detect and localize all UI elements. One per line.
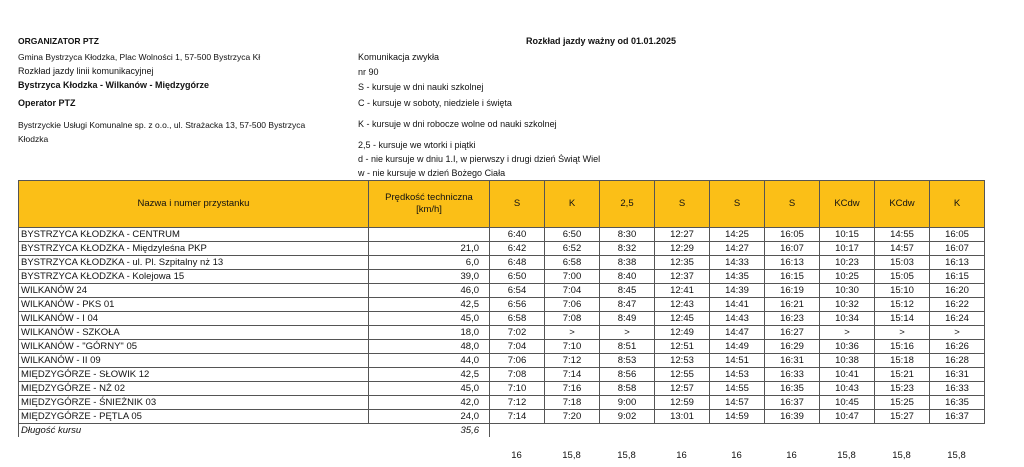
departure-time-cell: 16:15 bbox=[930, 270, 985, 284]
empty-cell bbox=[875, 424, 930, 438]
departure-time-cell: 14:33 bbox=[710, 256, 765, 270]
table-row bbox=[19, 242, 985, 256]
departure-time-cell: 14:47 bbox=[710, 326, 765, 340]
line-schedule-title: Rozkład jazdy linii komunikacyjnej bbox=[18, 66, 154, 76]
departure-time-cell: 14:27 bbox=[710, 242, 765, 256]
departure-time-cell: 15:10 bbox=[875, 284, 930, 298]
departure-time-cell: 10:41 bbox=[820, 368, 875, 382]
line-number: nr 90 bbox=[358, 67, 379, 77]
departure-time-cell: 16:35 bbox=[765, 382, 820, 396]
empty-cell bbox=[545, 424, 600, 438]
column-header-stop: Nazwa i numer przystanku bbox=[19, 181, 369, 228]
table-row bbox=[19, 396, 985, 410]
column-header-course: S bbox=[765, 181, 820, 228]
departure-time-cell: 15:21 bbox=[875, 368, 930, 382]
departure-time-cell: 8:49 bbox=[600, 312, 655, 326]
departure-time-cell: 16:19 bbox=[765, 284, 820, 298]
departure-time-cell: 16:07 bbox=[765, 242, 820, 256]
speed-cell: 48,0 bbox=[369, 340, 490, 354]
table-row bbox=[19, 354, 985, 368]
departure-time-cell: 12:59 bbox=[655, 396, 710, 410]
departure-time-cell: 16:37 bbox=[765, 396, 820, 410]
operator-name-line-1: Bystrzyckie Usługi Komunalne sp. z o.o., ul. Strażacka 13, 57-500 Bystrzyca bbox=[18, 120, 306, 130]
operator-name-line-2: Kłodzka bbox=[18, 134, 49, 144]
departure-time-cell: 14:25 bbox=[710, 228, 765, 242]
departure-time-cell: 16:07 bbox=[930, 242, 985, 256]
departure-time-cell: 7:08 bbox=[545, 312, 600, 326]
departure-time-cell: > bbox=[545, 326, 600, 340]
departure-time-cell: 7:06 bbox=[545, 298, 600, 312]
empty-cell bbox=[600, 424, 655, 438]
departure-time-cell: 6:50 bbox=[490, 270, 545, 284]
departure-time-cell: 12:37 bbox=[655, 270, 710, 284]
departure-time-cell: 16:22 bbox=[930, 298, 985, 312]
departure-time-cell: 10:47 bbox=[820, 410, 875, 424]
departure-time-cell: 10:25 bbox=[820, 270, 875, 284]
departure-time-cell: 10:23 bbox=[820, 256, 875, 270]
departure-time-cell: 16:33 bbox=[930, 382, 985, 396]
table-header-row bbox=[19, 181, 985, 228]
departure-time-cell: 14:51 bbox=[710, 354, 765, 368]
departure-time-cell: 12:49 bbox=[655, 326, 710, 340]
departure-time-cell: 14:43 bbox=[710, 312, 765, 326]
departure-time-cell: 14:41 bbox=[710, 298, 765, 312]
column-header-course: S bbox=[710, 181, 765, 228]
stop-name-cell: MIĘDZYGÓRZE - ŚNIEŻNIK 03 bbox=[19, 396, 369, 410]
departure-time-cell: 16:23 bbox=[765, 312, 820, 326]
departure-time-cell: 12:45 bbox=[655, 312, 710, 326]
column-header-course: 2,5 bbox=[600, 181, 655, 228]
course-length-total: 16 bbox=[731, 450, 742, 461]
stop-name-cell: MIĘDZYGÓRZE - PĘTLA 05 bbox=[19, 410, 369, 424]
departure-time-cell: 7:14 bbox=[490, 410, 545, 424]
departure-time-cell: 7:18 bbox=[545, 396, 600, 410]
speed-cell: 42,0 bbox=[369, 396, 490, 410]
legend-item: d - nie kursuje w dniu 1.I, w pierwszy i drugi dzień Świąt Wiel bbox=[358, 154, 601, 164]
speed-cell: 24,0 bbox=[369, 410, 490, 424]
speed-cell: 42,5 bbox=[369, 368, 490, 382]
departure-time-cell: 16:13 bbox=[930, 256, 985, 270]
departure-time-cell: 15:18 bbox=[875, 354, 930, 368]
departure-time-cell: 6:50 bbox=[545, 228, 600, 242]
empty-cell bbox=[490, 424, 545, 438]
table-row bbox=[19, 312, 985, 326]
departure-time-cell: 7:10 bbox=[490, 382, 545, 396]
departure-time-cell: 14:59 bbox=[710, 410, 765, 424]
departure-time-cell: 16:31 bbox=[765, 354, 820, 368]
stop-name-cell: WILKANÓW - "GÓRNY" 05 bbox=[19, 340, 369, 354]
departure-time-cell: 16:29 bbox=[765, 340, 820, 354]
stop-name-cell: WILKANÓW - I 04 bbox=[19, 312, 369, 326]
departure-time-cell: 7:02 bbox=[490, 326, 545, 340]
departure-time-cell: 7:04 bbox=[545, 284, 600, 298]
departure-time-cell: 7:14 bbox=[545, 368, 600, 382]
departure-time-cell: 14:55 bbox=[710, 382, 765, 396]
course-length-total: 15,8 bbox=[562, 450, 581, 461]
table-row bbox=[19, 256, 985, 270]
empty-cell bbox=[655, 424, 710, 438]
departure-time-cell: 14:57 bbox=[875, 242, 930, 256]
stop-name-cell: BYSTRZYCA KŁODZKA - CENTRUM bbox=[19, 228, 369, 242]
stop-name-cell: MIĘDZYGÓRZE - SŁOWIK 12 bbox=[19, 368, 369, 382]
legend-item: 2,5 - kursuje we wtorki i piątki bbox=[358, 140, 476, 150]
departure-time-cell: 6:56 bbox=[490, 298, 545, 312]
speed-cell bbox=[369, 228, 490, 242]
departure-time-cell: 12:41 bbox=[655, 284, 710, 298]
stop-name-cell: WILKANÓW - PKS 01 bbox=[19, 298, 369, 312]
departure-time-cell: 9:00 bbox=[600, 396, 655, 410]
departure-time-cell: 7:10 bbox=[545, 340, 600, 354]
column-header-course: KCdw bbox=[875, 181, 930, 228]
departure-time-cell: 7:06 bbox=[490, 354, 545, 368]
departure-time-cell: 7:08 bbox=[490, 368, 545, 382]
table-row bbox=[19, 340, 985, 354]
departure-time-cell: 15:25 bbox=[875, 396, 930, 410]
stop-name-cell: WILKANÓW - II 09 bbox=[19, 354, 369, 368]
departure-time-cell: 8:30 bbox=[600, 228, 655, 242]
departure-time-cell: 16:20 bbox=[930, 284, 985, 298]
departure-time-cell: 10:43 bbox=[820, 382, 875, 396]
stop-name-cell: MIĘDZYGÓRZE - NŻ 02 bbox=[19, 382, 369, 396]
departure-time-cell: 16:13 bbox=[765, 256, 820, 270]
departure-time-cell: 12:55 bbox=[655, 368, 710, 382]
departure-time-cell: 15:12 bbox=[875, 298, 930, 312]
departure-time-cell: 10:32 bbox=[820, 298, 875, 312]
departure-time-cell: 13:01 bbox=[655, 410, 710, 424]
course-length-total: 16 bbox=[676, 450, 687, 461]
departure-time-cell: 14:39 bbox=[710, 284, 765, 298]
departure-time-cell: 6:54 bbox=[490, 284, 545, 298]
departure-time-cell: 7:20 bbox=[545, 410, 600, 424]
departure-time-cell: 15:05 bbox=[875, 270, 930, 284]
communication-type: Komunikacja zwykła bbox=[358, 52, 440, 62]
departure-time-cell: 15:27 bbox=[875, 410, 930, 424]
departure-time-cell: 8:45 bbox=[600, 284, 655, 298]
departure-time-cell: 12:57 bbox=[655, 382, 710, 396]
departure-time-cell: 10:45 bbox=[820, 396, 875, 410]
legend-item: C - kursuje w soboty, niedziele i święta bbox=[358, 98, 512, 108]
departure-time-cell: 7:16 bbox=[545, 382, 600, 396]
departure-time-cell: 10:30 bbox=[820, 284, 875, 298]
departure-time-cell: 8:32 bbox=[600, 242, 655, 256]
course-length-total: 15,8 bbox=[892, 450, 911, 461]
legend-item: S - kursuje w dni nauki szkolnej bbox=[358, 82, 484, 92]
departure-time-cell: 6:52 bbox=[545, 242, 600, 256]
departure-time-cell: 12:29 bbox=[655, 242, 710, 256]
speed-cell: 18,0 bbox=[369, 326, 490, 340]
organizer-address: Gmina Bystrzyca Kłodzka, Plac Wolności 1, 57-500 Bystrzyca Kł bbox=[18, 52, 261, 62]
course-length-row bbox=[19, 424, 985, 438]
validity-date: Rozkład jazdy ważny od 01.01.2025 bbox=[526, 36, 677, 46]
course-length-total: 16 bbox=[511, 450, 522, 461]
departure-time-cell: 6:42 bbox=[490, 242, 545, 256]
departure-time-cell: 16:05 bbox=[765, 228, 820, 242]
stop-name-cell: BYSTRZYCA KŁODZKA - Kolejowa 15 bbox=[19, 270, 369, 284]
departure-time-cell: 12:35 bbox=[655, 256, 710, 270]
departure-time-cell: 14:55 bbox=[875, 228, 930, 242]
departure-time-cell: 15:14 bbox=[875, 312, 930, 326]
departure-time-cell: 14:57 bbox=[710, 396, 765, 410]
departure-time-cell: 16:39 bbox=[765, 410, 820, 424]
departure-time-cell: 16:28 bbox=[930, 354, 985, 368]
column-header-course: KCdw bbox=[820, 181, 875, 228]
departure-time-cell: 14:53 bbox=[710, 368, 765, 382]
departure-time-cell: 16:37 bbox=[930, 410, 985, 424]
stop-name-cell: WILKANÓW 24 bbox=[19, 284, 369, 298]
departure-time-cell: 16:35 bbox=[930, 396, 985, 410]
departure-time-cell: 16:26 bbox=[930, 340, 985, 354]
empty-cell bbox=[710, 424, 765, 438]
organizer-title: ORGANIZATOR PTZ bbox=[18, 36, 99, 46]
departure-time-cell: 12:27 bbox=[655, 228, 710, 242]
departure-time-cell: 12:43 bbox=[655, 298, 710, 312]
departure-time-cell: 7:12 bbox=[545, 354, 600, 368]
departure-time-cell: 9:02 bbox=[600, 410, 655, 424]
empty-cell bbox=[820, 424, 875, 438]
empty-cell bbox=[765, 424, 820, 438]
departure-time-cell: 12:53 bbox=[655, 354, 710, 368]
stop-name-cell: BYSTRZYCA KŁODZKA - ul. Pl. Szpitalny nż 13 bbox=[19, 256, 369, 270]
departure-time-cell: > bbox=[600, 326, 655, 340]
table-row bbox=[19, 270, 985, 284]
departure-time-cell: 14:35 bbox=[710, 270, 765, 284]
legend-item: w - nie kursuje w dzień Bożego Ciała bbox=[358, 168, 506, 178]
speed-cell: 21,0 bbox=[369, 242, 490, 256]
empty-cell bbox=[930, 424, 985, 438]
departure-time-cell: 16:15 bbox=[765, 270, 820, 284]
table-row bbox=[19, 228, 985, 242]
departure-time-cell: 6:48 bbox=[490, 256, 545, 270]
departure-time-cell: 12:51 bbox=[655, 340, 710, 354]
departure-time-cell: 16:24 bbox=[930, 312, 985, 326]
column-header-course: K bbox=[930, 181, 985, 228]
course-length-total: 16 bbox=[786, 450, 797, 461]
course-length-total: 15,8 bbox=[617, 450, 636, 461]
departure-time-cell: 15:16 bbox=[875, 340, 930, 354]
route-name: Bystrzyca Kłodzka - Wilkanów - Międzygórze bbox=[18, 80, 209, 90]
departure-time-cell: 14:49 bbox=[710, 340, 765, 354]
operator-title: Operator PTZ bbox=[18, 98, 76, 108]
speed-cell: 6,0 bbox=[369, 256, 490, 270]
course-length-value: 35,6 bbox=[369, 424, 490, 438]
speed-cell: 46,0 bbox=[369, 284, 490, 298]
speed-cell: 42,5 bbox=[369, 298, 490, 312]
departure-time-cell: 8:53 bbox=[600, 354, 655, 368]
departure-time-cell: > bbox=[820, 326, 875, 340]
departure-time-cell: 8:51 bbox=[600, 340, 655, 354]
course-length-total: 15,8 bbox=[837, 450, 856, 461]
departure-time-cell: 10:15 bbox=[820, 228, 875, 242]
departure-time-cell: 7:12 bbox=[490, 396, 545, 410]
departure-time-cell: 8:58 bbox=[600, 382, 655, 396]
table-row bbox=[19, 410, 985, 424]
departure-time-cell: 10:36 bbox=[820, 340, 875, 354]
departure-time-cell: 10:38 bbox=[820, 354, 875, 368]
timetable bbox=[18, 180, 985, 437]
departure-time-cell: 10:34 bbox=[820, 312, 875, 326]
departure-time-cell: 8:56 bbox=[600, 368, 655, 382]
departure-time-cell: 8:38 bbox=[600, 256, 655, 270]
departure-time-cell: 16:31 bbox=[930, 368, 985, 382]
course-length-total: 15,8 bbox=[947, 450, 966, 461]
table-row bbox=[19, 368, 985, 382]
table-row bbox=[19, 326, 985, 340]
table-row bbox=[19, 298, 985, 312]
departure-time-cell: 16:05 bbox=[930, 228, 985, 242]
speed-cell: 39,0 bbox=[369, 270, 490, 284]
departure-time-cell: 6:58 bbox=[490, 312, 545, 326]
departure-time-cell: 16:27 bbox=[765, 326, 820, 340]
departure-time-cell: 16:21 bbox=[765, 298, 820, 312]
column-header-course: S bbox=[655, 181, 710, 228]
departure-time-cell: > bbox=[930, 326, 985, 340]
table-row bbox=[19, 382, 985, 396]
stop-name-cell: BYSTRZYCA KŁODZKA - Międzyleśna PKP bbox=[19, 242, 369, 256]
departure-time-cell: 8:40 bbox=[600, 270, 655, 284]
stop-name-cell: WILKANÓW - SZKOŁA bbox=[19, 326, 369, 340]
speed-cell: 45,0 bbox=[369, 312, 490, 326]
departure-time-cell: 6:40 bbox=[490, 228, 545, 242]
departure-time-cell: > bbox=[875, 326, 930, 340]
departure-time-cell: 15:23 bbox=[875, 382, 930, 396]
speed-cell: 44,0 bbox=[369, 354, 490, 368]
departure-time-cell: 8:47 bbox=[600, 298, 655, 312]
table-row bbox=[19, 284, 985, 298]
departure-time-cell: 15:03 bbox=[875, 256, 930, 270]
departure-time-cell: 10:17 bbox=[820, 242, 875, 256]
legend-item: K - kursuje w dni robocze wolne od nauki szkolnej bbox=[358, 119, 557, 129]
speed-cell: 45,0 bbox=[369, 382, 490, 396]
departure-time-cell: 16:33 bbox=[765, 368, 820, 382]
departure-time-cell: 7:00 bbox=[545, 270, 600, 284]
departure-time-cell: 6:58 bbox=[545, 256, 600, 270]
column-header-course: S bbox=[490, 181, 545, 228]
course-length-label: Długość kursu bbox=[19, 424, 369, 438]
column-header-speed: Prędkość techniczna [km/h] bbox=[369, 181, 490, 228]
departure-time-cell: 7:04 bbox=[490, 340, 545, 354]
column-header-course: K bbox=[545, 181, 600, 228]
